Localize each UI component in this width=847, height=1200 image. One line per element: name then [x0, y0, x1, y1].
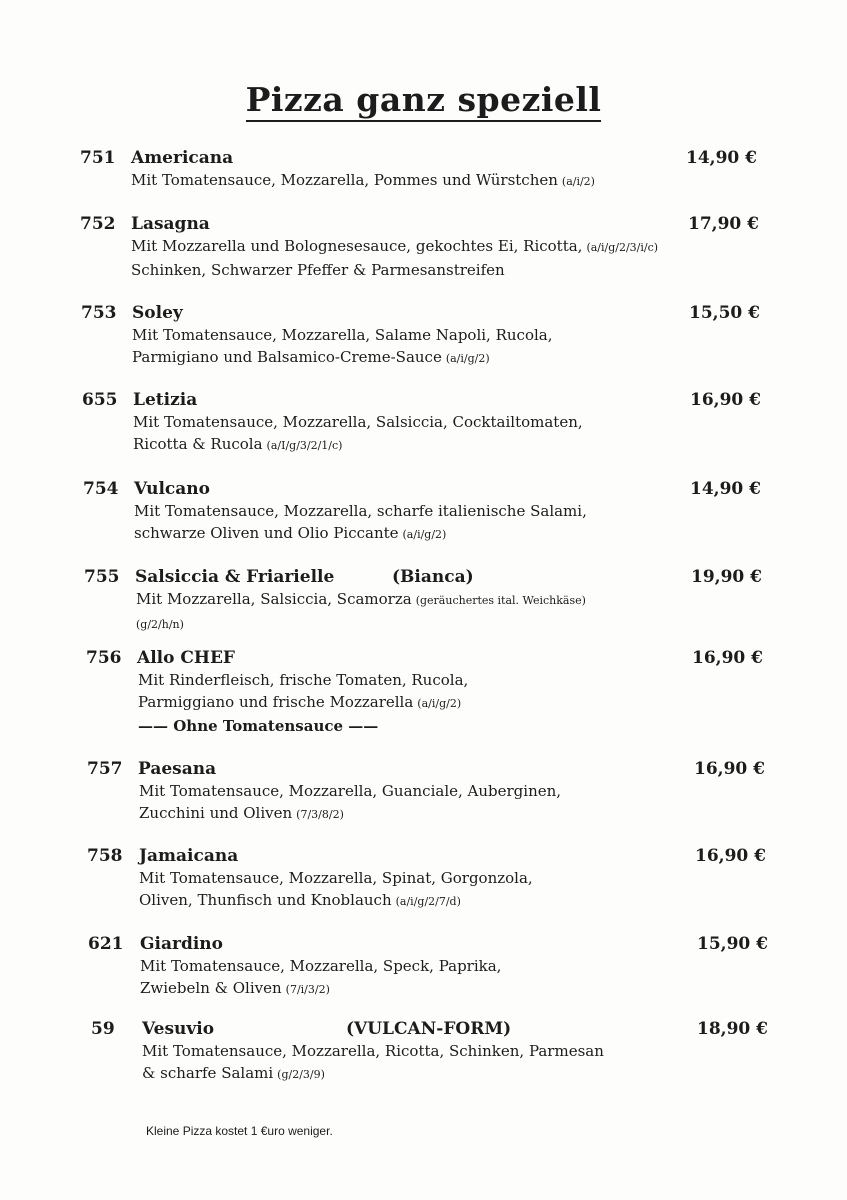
allergen-codes: (a/i/g/2): [402, 528, 447, 541]
allergen-codes: (a/i/g/2/7/d): [395, 895, 461, 908]
description-text: Mit Mozzarella, Salsiccia, Scamorza: [136, 590, 412, 608]
page-title: [0, 80, 847, 119]
item-description: [131, 169, 595, 193]
item-name: Salsiccia & Friarielle: [135, 567, 335, 587]
description-text: Mit Tomatensauce, Mozzarella, Salsiccia, Cocktailtomaten,: [133, 413, 583, 431]
item-number: 59: [91, 1019, 115, 1039]
item-price: 16,90 €: [695, 846, 766, 866]
description-line: [139, 780, 561, 802]
item-name: Paesana: [138, 759, 217, 779]
description-line: [138, 669, 468, 691]
description-text: Mit Tomatensauce, Mozzarella, Pommes und Würstchen: [131, 171, 558, 189]
item-price: 14,90 €: [690, 479, 761, 499]
description-text: & scharfe Salami: [142, 1064, 274, 1082]
description-line: [132, 346, 552, 370]
item-description: [133, 411, 583, 457]
item-price: 16,90 €: [690, 390, 761, 410]
description-line: [138, 691, 468, 715]
item-name: Letizia: [133, 390, 198, 410]
description-line: [136, 588, 586, 612]
item-name: Lasagna: [131, 214, 210, 234]
description-line: [131, 169, 595, 193]
item-description: [140, 955, 501, 1001]
description-line: [139, 867, 533, 889]
item-name: Vulcano: [134, 479, 210, 499]
item-note: —— Ohne Tomatensauce ——: [138, 717, 379, 735]
description-text: Schinken, Schwarzer Pfeffer & Parmesanstreifen: [131, 261, 505, 279]
description-line: [134, 522, 587, 546]
item-name: Giardino: [140, 934, 223, 954]
item-price: 18,90 €: [697, 1019, 768, 1039]
description-line: [134, 500, 587, 522]
item-price: 17,90 €: [688, 214, 759, 234]
description-text: Oliven, Thunfisch und Knoblauch: [139, 891, 392, 909]
item-name: Allo CHEF: [137, 648, 235, 668]
item-description: [142, 1040, 604, 1086]
item-description: [136, 588, 586, 636]
description-text: Mit Rinderfleisch, frische Tomaten, Rucola,: [138, 671, 469, 689]
item-number: 755: [84, 567, 120, 587]
item-number: 757: [87, 759, 123, 779]
description-text: Mit Tomatensauce, Mozzarella, Guanciale, Auberginen,: [139, 782, 562, 800]
description-line: [136, 612, 586, 636]
description-text: Mit Mozzarella und Bolognesesauce, gekochtes Ei, Ricotta,: [131, 237, 583, 255]
allergen-codes: (a/I/g/3/2/1/c): [266, 439, 343, 452]
allergen-codes: (a/i/g/2/3/i/c): [586, 241, 659, 254]
allergen-codes: (geräuchertes ital. Weichkäse): [415, 594, 586, 607]
description-line: [133, 411, 583, 433]
allergen-codes: (g/2/3/9): [277, 1068, 325, 1081]
item-name: Americana: [131, 148, 234, 168]
page-title-text: Pizza ganz speziell: [246, 80, 602, 122]
item-number: 758: [87, 846, 123, 866]
description-line: [139, 889, 533, 913]
footer-note: Kleine Pizza kostet 1 €uro weniger.: [146, 1124, 333, 1138]
allergen-codes: (g/2/h/n): [136, 618, 184, 631]
description-text: Mit Tomatensauce, Mozzarella, Spinat, Gorgonzola,: [139, 869, 533, 887]
description-text: Parmigiano und Balsamico-Creme-Sauce: [132, 348, 442, 366]
description-text: Mit Tomatensauce, Mozzarella, scharfe italienische Salami,: [134, 502, 587, 520]
allergen-codes: (a/i/g/2): [445, 352, 490, 365]
item-number: 753: [81, 303, 117, 323]
item-name: Jamaicana: [139, 846, 239, 866]
item-description: [132, 324, 552, 370]
description-text: Zwiebeln & Oliven: [140, 979, 282, 997]
description-text: Zucchini und Oliven: [139, 804, 293, 822]
item-price: 14,90 €: [686, 148, 757, 168]
description-line: [133, 433, 583, 457]
item-tag: (Bianca): [392, 567, 474, 587]
description-text: Parmiggiano und frische Mozzarella: [138, 693, 414, 711]
item-number: 655: [82, 390, 118, 410]
item-number: 621: [88, 934, 124, 954]
description-line: [140, 955, 501, 977]
description-text: Mit Tomatensauce, Mozzarella, Ricotta, Schinken, Parmesan: [142, 1042, 604, 1060]
allergen-codes: (7/3/8/2): [296, 808, 344, 821]
item-name: Vesuvio: [142, 1019, 215, 1039]
item-name: Soley: [132, 303, 183, 323]
allergen-codes: (a/i/2): [561, 175, 595, 188]
item-price: 16,90 €: [692, 648, 763, 668]
allergen-codes: (7/i/3/2): [285, 983, 330, 996]
item-tag: (VULCAN-FORM): [346, 1019, 512, 1039]
description-line: [131, 235, 658, 259]
item-price: 19,90 €: [691, 567, 762, 587]
item-price: 16,90 €: [694, 759, 765, 779]
description-line: [142, 1062, 604, 1086]
description-text: schwarze Oliven und Olio Piccante: [134, 524, 399, 542]
item-price: 15,90 €: [697, 934, 768, 954]
description-line: [139, 802, 561, 826]
item-number: 751: [80, 148, 116, 168]
item-description: [138, 669, 468, 737]
item-description: [134, 500, 587, 546]
description-text: Mit Tomatensauce, Mozzarella, Speck, Paprika,: [140, 957, 502, 975]
item-description: [139, 780, 561, 826]
item-price: 15,50 €: [689, 303, 760, 323]
description-text: Mit Tomatensauce, Mozzarella, Salame Napoli, Rucola,: [132, 326, 553, 344]
description-text: Ricotta & Rucola: [133, 435, 263, 453]
item-description: [131, 235, 658, 281]
description-line: [132, 324, 552, 346]
allergen-codes: (a/i/g/2): [417, 697, 462, 710]
item-description: [139, 867, 533, 913]
item-number: 754: [83, 479, 119, 499]
description-line: [142, 1040, 604, 1062]
item-number: 756: [86, 648, 122, 668]
description-line: [131, 259, 658, 281]
item-number: 752: [80, 214, 116, 234]
description-line: [140, 977, 501, 1001]
